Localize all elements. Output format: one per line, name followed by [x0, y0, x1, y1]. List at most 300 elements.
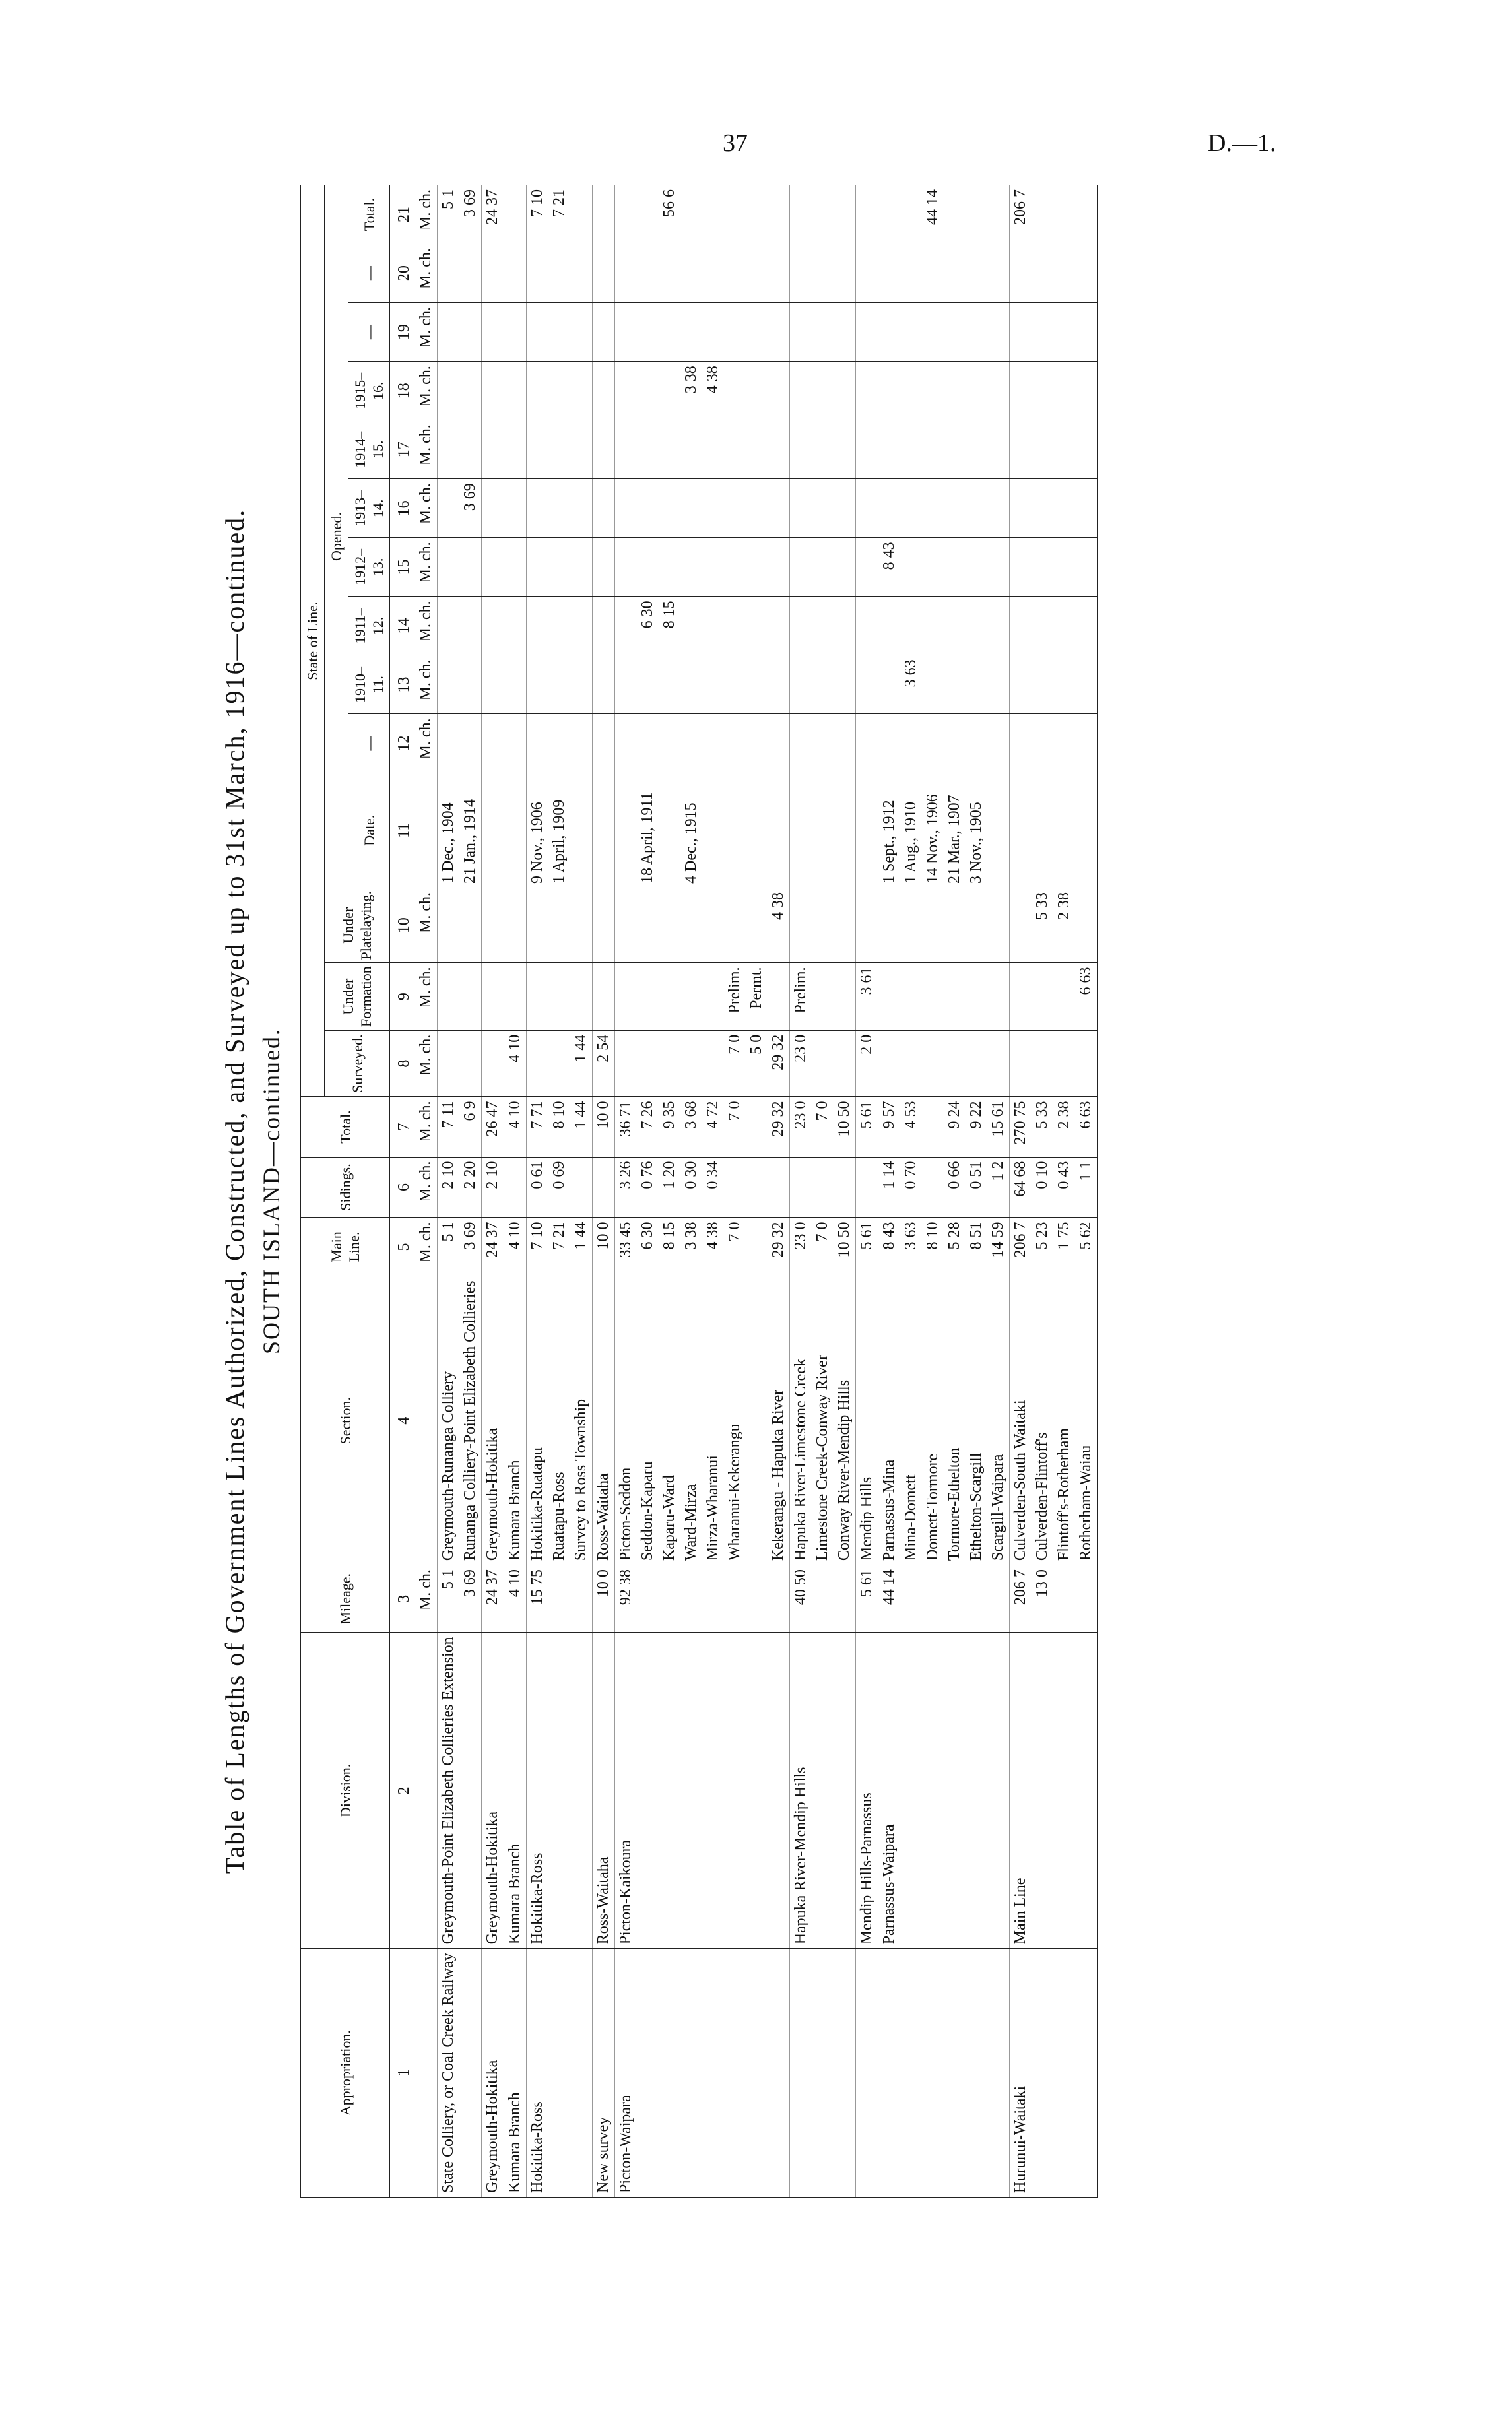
- platelaying-cell: [438, 888, 460, 963]
- main-line-cell: 4 10: [504, 1218, 527, 1276]
- surveyed-cell: [834, 1030, 856, 1097]
- platelaying-cell: [834, 888, 856, 963]
- formation-cell: [482, 963, 504, 1030]
- mileage-cell: [987, 1565, 1010, 1633]
- mileage-cell: 44 14: [878, 1565, 901, 1633]
- table-row: [680, 185, 702, 2198]
- opened-1910-cell: [1010, 655, 1032, 714]
- platelaying-cell: [1010, 888, 1032, 963]
- table-row: [593, 185, 615, 2198]
- opened-1911-cell: [1053, 597, 1075, 655]
- opened-total-cell: [878, 185, 901, 244]
- opened-1914-cell: [878, 420, 901, 479]
- opened-1915-cell: [438, 362, 460, 420]
- header-1914-15: 1914–15.: [348, 420, 390, 479]
- dash-cell: [922, 303, 944, 362]
- table-row: [702, 185, 724, 2198]
- opened-1914-cell: [987, 420, 1010, 479]
- opened-1911-cell: [944, 597, 966, 655]
- opened-1911-cell: [900, 597, 922, 655]
- formation-cell: [527, 963, 549, 1030]
- date-cell: [659, 773, 680, 888]
- opened-1914-cell: [900, 420, 922, 479]
- unit-cell: M. ch.: [415, 420, 438, 479]
- column-number: 13: [390, 655, 416, 714]
- appropriation-cell: [966, 1949, 987, 2198]
- dash-cell: [548, 244, 570, 303]
- appropriation-cell: [790, 1949, 812, 2198]
- platelaying-cell: [922, 888, 944, 963]
- dash-cell: [1010, 303, 1032, 362]
- appropriation-cell: Kumara Branch: [504, 1949, 527, 2198]
- main-line-cell: 206 7: [1010, 1218, 1032, 1276]
- surveyed-cell: [922, 1030, 944, 1097]
- opened-1913-cell: [812, 479, 834, 538]
- opened-1914-cell: [637, 420, 659, 479]
- formation-cell: [878, 963, 901, 1030]
- opened-1915-cell: [527, 362, 549, 420]
- opened-1912-cell: [527, 538, 549, 597]
- date-cell: 9 Nov., 1906: [527, 773, 549, 888]
- sidings-cell: 0 34: [702, 1157, 724, 1218]
- opened-1913-cell: [482, 479, 504, 538]
- appropriation-cell: State Colliery, or Coal Creek Railway: [438, 1949, 460, 2198]
- dash-cell: [856, 303, 878, 362]
- opened-1914-cell: [1032, 420, 1053, 479]
- formation-cell: [768, 963, 790, 1030]
- sidings-cell: [856, 1157, 878, 1218]
- sidings-cell: 0 61: [527, 1157, 549, 1218]
- sidings-cell: [746, 1157, 768, 1218]
- section-cell: Mina-Domett: [900, 1276, 922, 1565]
- opened-total-cell: 24 37: [482, 185, 504, 244]
- dash-cell: [1053, 714, 1075, 773]
- main-line-cell: 8 51: [966, 1218, 987, 1276]
- column-number: 12: [390, 714, 416, 773]
- platelaying-cell: 5 33: [1032, 888, 1053, 963]
- date-cell: 1 Aug., 1910: [900, 773, 922, 888]
- surveyed-cell: 2 54: [593, 1030, 615, 1097]
- table-row: [504, 185, 527, 2198]
- platelaying-cell: [570, 888, 593, 963]
- opened-1913-cell: [987, 479, 1010, 538]
- sidings-cell: 1 20: [659, 1157, 680, 1218]
- dash-cell: [548, 303, 570, 362]
- total-cell: 7 11: [438, 1097, 460, 1157]
- header-main-line: Main Line.: [301, 1218, 390, 1276]
- platelaying-cell: [856, 888, 878, 963]
- unit-cell: M. ch.: [415, 1157, 438, 1218]
- opened-1914-cell: [1053, 420, 1075, 479]
- column-number: 6: [390, 1157, 416, 1218]
- opened-1915-cell: [593, 362, 615, 420]
- formation-cell: Permt.: [746, 963, 768, 1030]
- total-cell: 26 47: [482, 1097, 504, 1157]
- opened-1911-cell: [459, 597, 482, 655]
- unit-cell: M. ch.: [415, 1097, 438, 1157]
- opened-1910-cell: [746, 655, 768, 714]
- opened-1914-cell: [966, 420, 987, 479]
- opened-total-cell: 3 69: [459, 185, 482, 244]
- date-cell: [702, 773, 724, 888]
- column-number: 20: [390, 244, 416, 303]
- column-number: 15: [390, 538, 416, 597]
- formation-cell: [900, 963, 922, 1030]
- header-state-of-line: State of Line.: [301, 185, 325, 1097]
- unit-cell: M. ch.: [415, 963, 438, 1030]
- dash-cell: [878, 303, 901, 362]
- total-cell: [922, 1097, 944, 1157]
- surveyed-cell: 29 32: [768, 1030, 790, 1097]
- opened-1910-cell: [570, 655, 593, 714]
- appropriation-cell: [987, 1949, 1010, 2198]
- opened-1915-cell: [724, 362, 746, 420]
- appropriation-cell: New survey: [593, 1949, 615, 2198]
- main-line-cell: 3 63: [900, 1218, 922, 1276]
- platelaying-cell: [812, 888, 834, 963]
- opened-1912-cell: [659, 538, 680, 597]
- dash-cell: [812, 244, 834, 303]
- section-cell: Hokitika-Ruatapu: [527, 1276, 549, 1565]
- opened-1910-cell: [527, 655, 549, 714]
- header-under-formation: Under Formation: [325, 963, 390, 1030]
- platelaying-cell: [790, 888, 812, 963]
- section-cell: Kekerangu - Hapuka River: [768, 1276, 790, 1565]
- opened-1910-cell: [504, 655, 527, 714]
- surveyed-cell: [1010, 1030, 1032, 1097]
- main-line-cell: 8 15: [659, 1218, 680, 1276]
- opened-1910-cell: [966, 655, 987, 714]
- dash-cell: [966, 244, 987, 303]
- opened-1911-cell: [966, 597, 987, 655]
- mileage-cell: 5 61: [856, 1565, 878, 1633]
- dash-cell: [593, 244, 615, 303]
- date-cell: 18 April, 1911: [637, 773, 659, 888]
- main-line-cell: 14 59: [987, 1218, 1010, 1276]
- opened-1915-cell: [548, 362, 570, 420]
- formation-cell: [459, 963, 482, 1030]
- division-cell: Main Line: [1010, 1633, 1032, 1949]
- main-line-cell: 7 10: [527, 1218, 549, 1276]
- main-line-cell: 5 28: [944, 1218, 966, 1276]
- header-dash-19: —: [348, 303, 390, 362]
- surveyed-cell: [548, 1030, 570, 1097]
- main-line-cell: 4 38: [702, 1218, 724, 1276]
- dash-cell: [900, 244, 922, 303]
- opened-1913-cell: [790, 479, 812, 538]
- division-cell: [746, 1633, 768, 1949]
- formation-cell: [570, 963, 593, 1030]
- opened-total-cell: 44 14: [922, 185, 944, 244]
- opened-1913-cell: [504, 479, 527, 538]
- dash-cell: [615, 303, 638, 362]
- surveyed-cell: [878, 1030, 901, 1097]
- section-cell: Culverden-Flintoff's: [1032, 1276, 1053, 1565]
- sidings-cell: [504, 1157, 527, 1218]
- appropriation-cell: [812, 1949, 834, 2198]
- opened-1912-cell: [570, 538, 593, 597]
- opened-1912-cell: [987, 538, 1010, 597]
- division-cell: [812, 1633, 834, 1949]
- dash-cell: [438, 714, 460, 773]
- main-line-cell: 3 69: [459, 1218, 482, 1276]
- division-cell: [459, 1633, 482, 1949]
- dash-cell: [987, 714, 1010, 773]
- sidings-cell: 64 68: [1010, 1157, 1032, 1218]
- mileage-cell: 5 1: [438, 1565, 460, 1633]
- surveyed-cell: [680, 1030, 702, 1097]
- dash-cell: [482, 244, 504, 303]
- column-number-row: [390, 185, 416, 2198]
- opened-1912-cell: [768, 538, 790, 597]
- opened-1912-cell: [1075, 538, 1098, 597]
- opened-1910-cell: [1032, 655, 1053, 714]
- unit-cell: [415, 1633, 438, 1949]
- opened-1914-cell: [1010, 420, 1032, 479]
- dash-cell: [856, 714, 878, 773]
- mileage-cell: 92 38: [615, 1565, 638, 1633]
- total-cell: 9 35: [659, 1097, 680, 1157]
- opened-1915-cell: [504, 362, 527, 420]
- division-cell: [922, 1633, 944, 1949]
- opened-1911-cell: [922, 597, 944, 655]
- opened-1912-cell: [856, 538, 878, 597]
- division-cell: Ross-Waitaha: [593, 1633, 615, 1949]
- dash-cell: [637, 714, 659, 773]
- date-cell: 1 Dec., 1904: [438, 773, 460, 888]
- opened-1913-cell: [1010, 479, 1032, 538]
- sidings-cell: [768, 1157, 790, 1218]
- platelaying-cell: [637, 888, 659, 963]
- header-1915-16: 1915–16.: [348, 362, 390, 420]
- opened-1912-cell: [637, 538, 659, 597]
- opened-1914-cell: [922, 420, 944, 479]
- surveyed-cell: [1053, 1030, 1075, 1097]
- opened-1915-cell: [1010, 362, 1032, 420]
- opened-1914-cell: [527, 420, 549, 479]
- opened-1910-cell: [790, 655, 812, 714]
- opened-1915-cell: [637, 362, 659, 420]
- document-reference: D.—1.: [1208, 129, 1276, 157]
- platelaying-cell: [615, 888, 638, 963]
- main-line-cell: 1 44: [570, 1218, 593, 1276]
- dash-cell: [966, 714, 987, 773]
- opened-1912-cell: [459, 538, 482, 597]
- appropriation-cell: Greymouth-Hokitika: [482, 1949, 504, 2198]
- opened-1913-cell: [593, 479, 615, 538]
- dash-cell: [724, 244, 746, 303]
- dash-cell: [768, 714, 790, 773]
- section-cell: Wharanui-Kekerangu: [724, 1276, 746, 1565]
- mileage-cell: [746, 1565, 768, 1633]
- platelaying-cell: [548, 888, 570, 963]
- platelaying-cell: [482, 888, 504, 963]
- header-appropriation: Appropriation.: [301, 1949, 390, 2198]
- sidings-cell: 2 10: [482, 1157, 504, 1218]
- appropriation-cell: [856, 1949, 878, 2198]
- dash-cell: [834, 303, 856, 362]
- opened-1912-cell: [834, 538, 856, 597]
- opened-1910-cell: [637, 655, 659, 714]
- opened-1912-cell: [438, 538, 460, 597]
- header-opened: Opened.: [325, 185, 348, 888]
- opened-1913-cell: [944, 479, 966, 538]
- division-cell: Greymouth-Hokitika: [482, 1633, 504, 1949]
- opened-total-cell: [615, 185, 638, 244]
- total-cell: 10 50: [834, 1097, 856, 1157]
- formation-cell: [504, 963, 527, 1030]
- appropriation-cell: [1075, 1949, 1098, 2198]
- date-cell: [482, 773, 504, 888]
- dash-cell: [570, 303, 593, 362]
- opened-1914-cell: [724, 420, 746, 479]
- mileage-cell: [1053, 1565, 1075, 1633]
- platelaying-cell: [593, 888, 615, 963]
- platelaying-cell: [504, 888, 527, 963]
- dash-cell: [570, 244, 593, 303]
- opened-1911-cell: [680, 597, 702, 655]
- opened-1912-cell: [504, 538, 527, 597]
- column-number: 19: [390, 303, 416, 362]
- mileage-cell: [570, 1565, 593, 1633]
- sidings-cell: 0 30: [680, 1157, 702, 1218]
- sidings-cell: 0 43: [1053, 1157, 1075, 1218]
- dash-cell: [1053, 303, 1075, 362]
- section-cell: Runanga Colliery-Point Elizabeth Collieries: [459, 1276, 482, 1565]
- table-row: [724, 185, 746, 2198]
- date-cell: [746, 773, 768, 888]
- division-cell: [1032, 1633, 1053, 1949]
- appropriation-cell: [900, 1949, 922, 2198]
- table-row: [944, 185, 966, 2198]
- main-line-cell: 23 0: [790, 1218, 812, 1276]
- header-division: Division.: [301, 1633, 390, 1949]
- opened-1910-cell: [593, 655, 615, 714]
- section-cell: Ross-Waitaha: [593, 1276, 615, 1565]
- mileage-cell: [680, 1565, 702, 1633]
- total-cell: 23 0: [790, 1097, 812, 1157]
- header-total-opened: Total.: [348, 185, 390, 244]
- main-line-cell: 5 23: [1032, 1218, 1053, 1276]
- dash-cell: [746, 303, 768, 362]
- appropriation-cell: [570, 1949, 593, 2198]
- surveyed-cell: [812, 1030, 834, 1097]
- date-cell: 3 Nov., 1905: [966, 773, 987, 888]
- opened-1915-cell: 4 38: [702, 362, 724, 420]
- opened-1910-cell: [944, 655, 966, 714]
- division-cell: [724, 1633, 746, 1949]
- table-row: [615, 185, 638, 2198]
- main-line-cell: 29 32: [768, 1218, 790, 1276]
- opened-1913-cell: [724, 479, 746, 538]
- opened-1912-cell: [944, 538, 966, 597]
- sidings-cell: 3 26: [615, 1157, 638, 1218]
- formation-cell: [659, 963, 680, 1030]
- opened-1913-cell: [1053, 479, 1075, 538]
- surveyed-cell: [900, 1030, 922, 1097]
- formation-cell: [834, 963, 856, 1030]
- total-cell: 29 32: [768, 1097, 790, 1157]
- date-cell: [1075, 773, 1098, 888]
- dash-cell: [834, 244, 856, 303]
- section-cell: Seddon-Kaparu: [637, 1276, 659, 1565]
- formation-cell: [637, 963, 659, 1030]
- division-cell: Hapuka River-Mendip Hills: [790, 1633, 812, 1949]
- table-row: [1032, 185, 1053, 2198]
- opened-1914-cell: [615, 420, 638, 479]
- table-row: [548, 185, 570, 2198]
- table-row: [1075, 185, 1098, 2198]
- date-cell: [593, 773, 615, 888]
- table-row: [834, 185, 856, 2198]
- opened-1911-cell: [438, 597, 460, 655]
- opened-1913-cell: [900, 479, 922, 538]
- dash-cell: [1075, 244, 1098, 303]
- formation-cell: [812, 963, 834, 1030]
- section-cell: Ruatapu-Ross: [548, 1276, 570, 1565]
- unit-cell: M. ch.: [415, 655, 438, 714]
- opened-1911-cell: [724, 597, 746, 655]
- opened-1913-cell: [637, 479, 659, 538]
- surveyed-cell: 7 0: [724, 1030, 746, 1097]
- date-cell: 14 Nov., 1906: [922, 773, 944, 888]
- header-1910-11: 1910–11.: [348, 655, 390, 714]
- lines-table: [300, 185, 1098, 2198]
- unit-cell: [415, 773, 438, 888]
- header-section: Section.: [301, 1276, 390, 1565]
- dash-cell: [504, 244, 527, 303]
- mileage-cell: [834, 1565, 856, 1633]
- main-line-cell: 10 0: [593, 1218, 615, 1276]
- division-cell: [570, 1633, 593, 1949]
- header-1913-14: 1913–14.: [348, 479, 390, 538]
- opened-1912-cell: [922, 538, 944, 597]
- division-cell: [637, 1633, 659, 1949]
- platelaying-cell: [944, 888, 966, 963]
- appropriation-cell: [724, 1949, 746, 2198]
- platelaying-cell: [878, 888, 901, 963]
- opened-total-cell: [790, 185, 812, 244]
- formation-cell: 6 63: [1075, 963, 1098, 1030]
- mileage-cell: 3 69: [459, 1565, 482, 1633]
- platelaying-cell: [659, 888, 680, 963]
- sidings-cell: [790, 1157, 812, 1218]
- total-cell: 6 63: [1075, 1097, 1098, 1157]
- opened-1910-cell: [615, 655, 638, 714]
- formation-cell: [1032, 963, 1053, 1030]
- opened-1912-cell: [900, 538, 922, 597]
- table-row: [790, 185, 812, 2198]
- opened-1910-cell: [922, 655, 944, 714]
- dash-cell: [702, 303, 724, 362]
- opened-total-cell: 5 1: [438, 185, 460, 244]
- appropriation-cell: [878, 1949, 901, 2198]
- header-date: Date.: [348, 773, 390, 888]
- opened-1914-cell: [548, 420, 570, 479]
- dash-cell: [1075, 714, 1098, 773]
- table-row: [922, 185, 944, 2198]
- appropriation-cell: [1053, 1949, 1075, 2198]
- total-cell: 10 0: [593, 1097, 615, 1157]
- date-cell: [987, 773, 1010, 888]
- dash-cell: [944, 244, 966, 303]
- column-number: 16: [390, 479, 416, 538]
- dash-cell: [637, 244, 659, 303]
- column-number: 11: [390, 773, 416, 888]
- main-line-cell: [746, 1218, 768, 1276]
- opened-total-cell: [702, 185, 724, 244]
- date-cell: [1032, 773, 1053, 888]
